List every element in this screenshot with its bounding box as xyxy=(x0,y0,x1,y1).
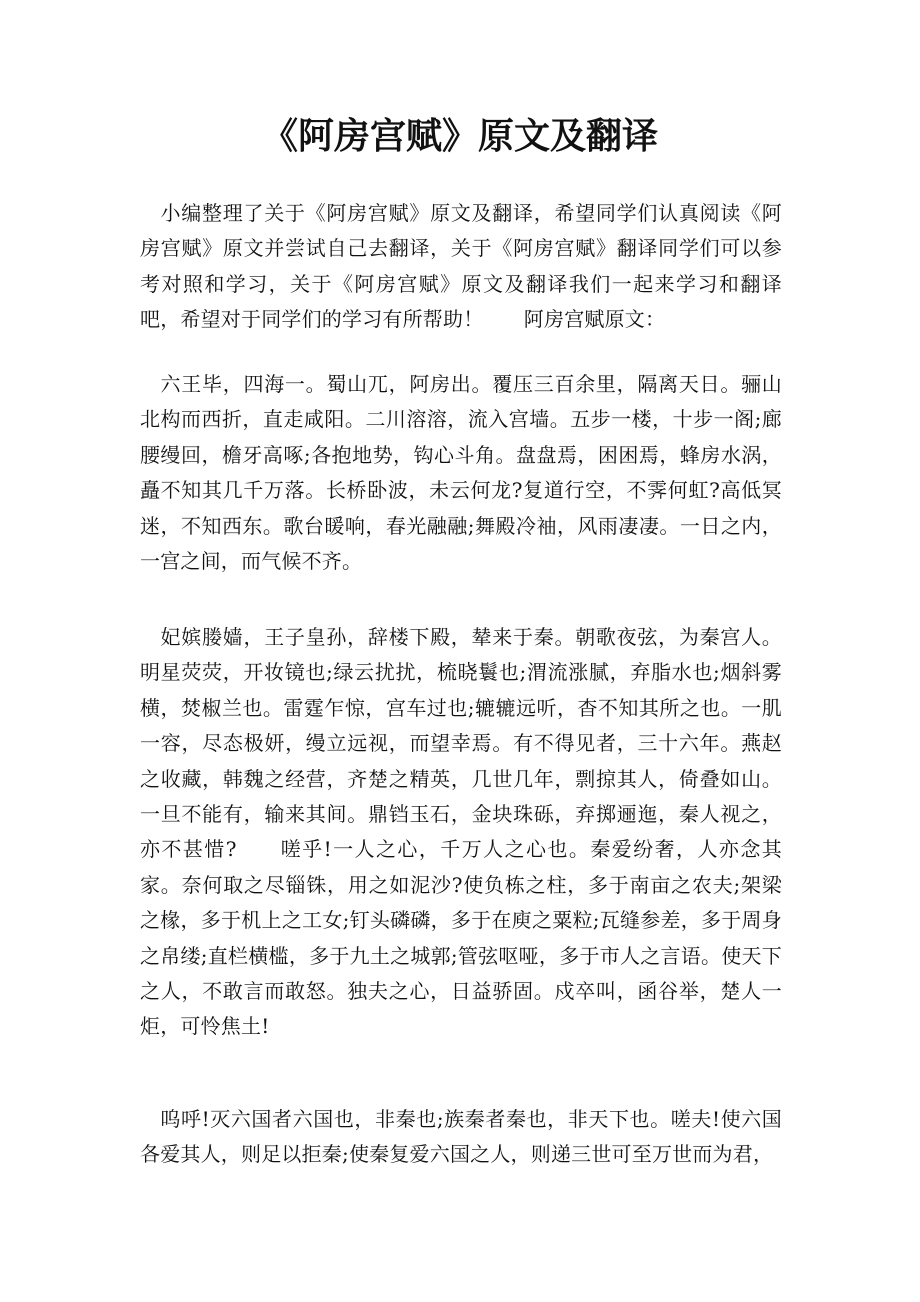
text-paragraph-1 xyxy=(140,367,782,579)
intro-text: 小编整理了关于《阿房宫赋》原文及翻译，希望同学们认真阅读《阿房宫赋》原文并尝试自己去翻译，关于《阿房宫赋》翻译同学们可以参考对照和学习，关于《阿房宫赋》原文及翻译我们一起来学习和翻译吧，希望对于同学们的学习有所帮助！ 阿房宫赋原文： xyxy=(140,201,782,332)
text-paragraph-2-text: 妃嫔媵嫱，王子皇孙，辞楼下殿，辇来于秦。朝歌夜弦，为秦宫人。明星荧荧，开妆镜也;绿云扰扰，梳晓鬟也;渭流涨腻，弃脂水也;烟斜雾横，焚椒兰也。雷霆乍惊，宫车过也;辘辘远听，杳不知其所之也。一肌一容，尽态极妍，缦立远视，而望幸焉。有不得见者，三十六年。燕赵之收藏，韩魏之经营，齐楚之精英，几世几年，剽掠其人，倚叠如山。一旦不能有，输来其间。鼎铛玉石，金块珠砾，弃掷逦迤，秦人视之，亦不甚惜? 嗟乎!一人之心，千万人之心也。秦爱纷奢，人亦念其家。奈何取之尽锱铢，用之如泥沙?使负栋之柱，多于南亩之农夫;架梁之椽，多于机上之工女;钉头磷磷，多于在庾之粟粒;瓦缝参差，多于周身之帛缕;直栏横槛，多于九土之城郭;管弦呕哑，多于市人之言语。使天下之人，不敢言而敢怒。独夫之心，日益骄固。戍卒叫，函谷举，楚人一炬，可怜焦土! xyxy=(140,625,782,1039)
text-paragraph-3 xyxy=(140,1102,782,1173)
text-paragraph-1-text: 六王毕，四海一。蜀山兀，阿房出。覆压三百余里，隔离天日。骊山北构而西折，直走咸阳。二川溶溶，流入宫墙。五步一楼，十步一阁;廊腰缦回，檐牙高啄;各抱地势，钩心斗角。盘盘焉，困困焉，蜂房水涡，矗不知其几千万落。长桥卧波，未云何龙?复道行空，不霁何虹?高低冥迷，不知西东。歌台暖响，春光融融;舞殿冷袖，风雨凄凄。一日之内，一宫之间，而气候不齐。 xyxy=(140,372,782,574)
document-title: 《阿房宫赋》原文及翻译 xyxy=(261,115,658,157)
intro-paragraph xyxy=(140,196,782,338)
text-paragraph-3-text: 呜呼!灭六国者六国也，非秦也;族秦者秦也，非天下也。嗟夫!使六国各爱其人，则足以拒秦;使秦复爱六国之人，则递三世可至万世而为君， xyxy=(140,1107,782,1167)
text-paragraph-2 xyxy=(140,620,782,1045)
